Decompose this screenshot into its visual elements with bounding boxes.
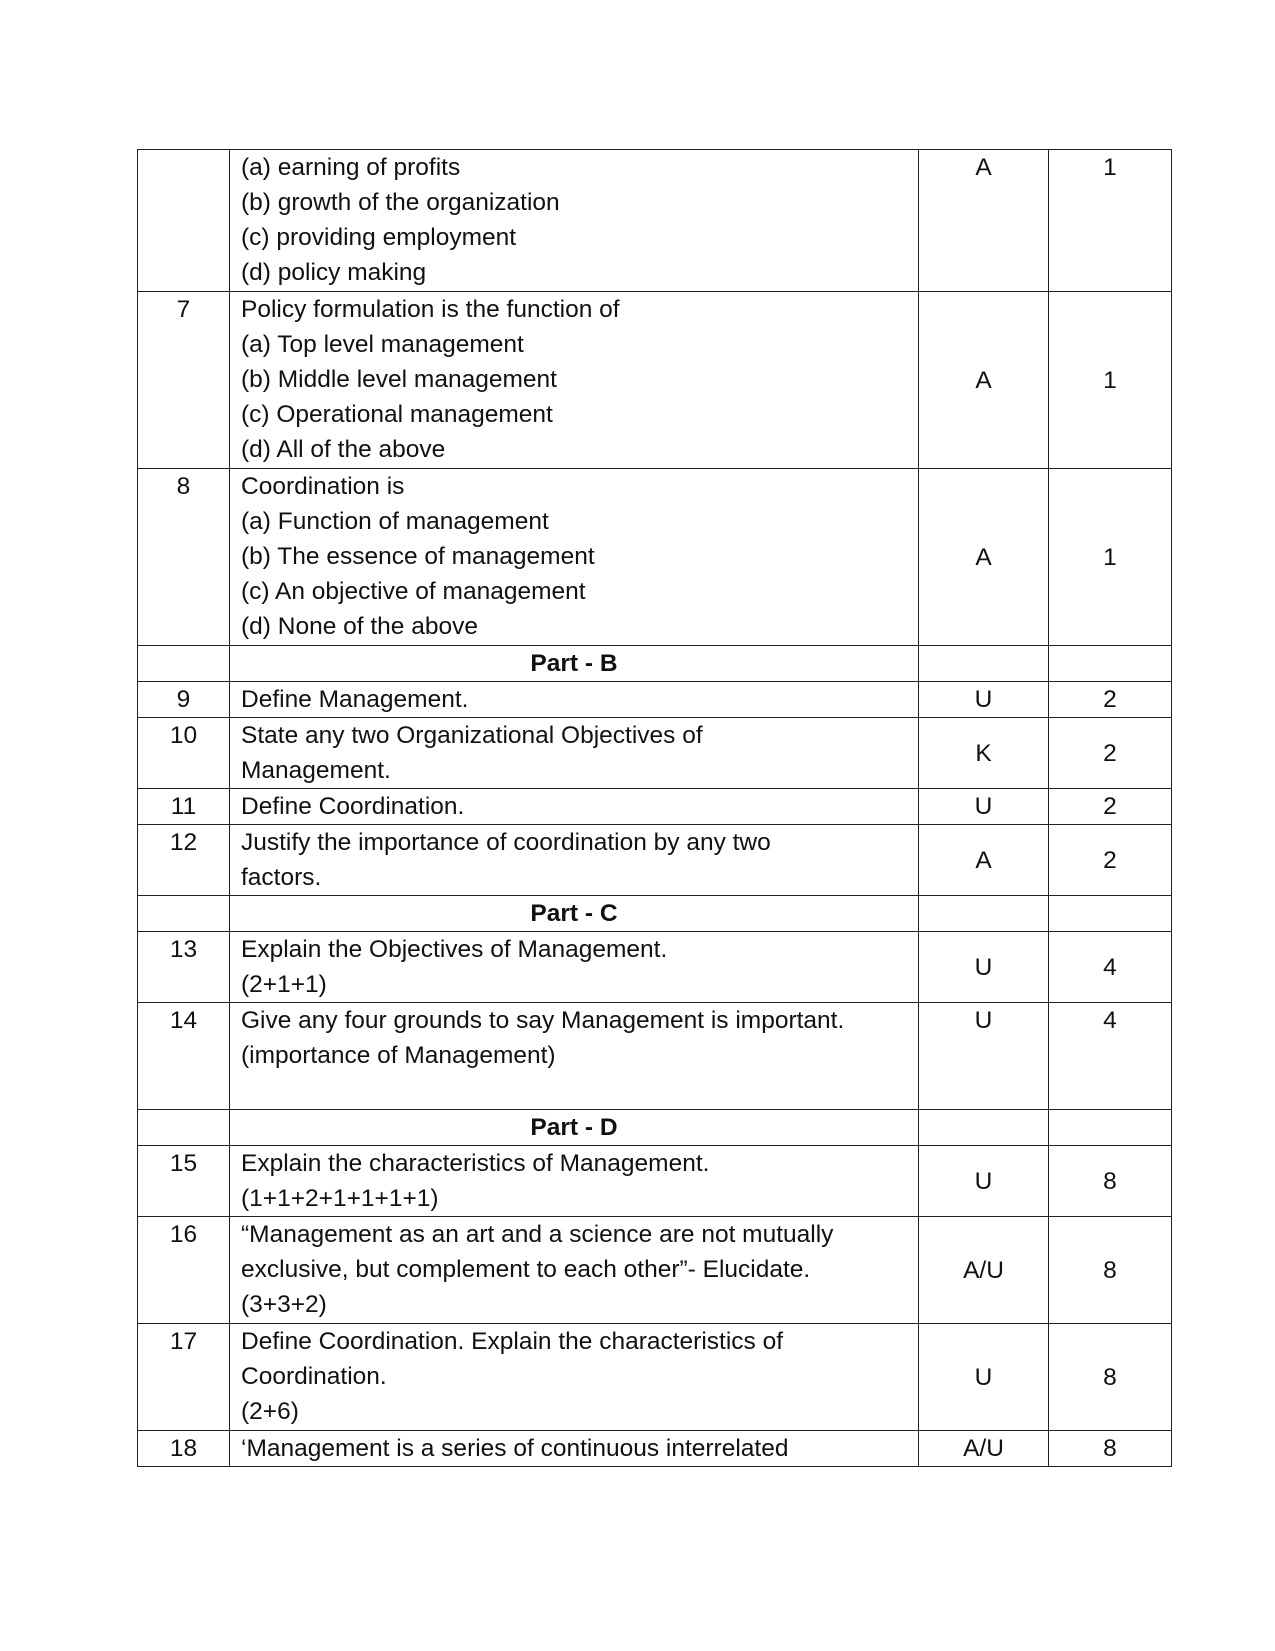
part-header-row — [138, 896, 1172, 932]
marks: 8 — [1049, 1324, 1172, 1431]
question-text — [230, 1003, 919, 1110]
question-number: 17 — [138, 1324, 230, 1431]
marks: 4 — [1049, 1003, 1172, 1110]
question-line: (a) Top level management — [241, 331, 524, 358]
question-number: 15 — [138, 1146, 230, 1217]
marks: 1 — [1049, 292, 1172, 469]
question-number: 7 — [138, 292, 230, 469]
cognitive-level: U — [919, 1146, 1049, 1217]
cognitive-level: U — [919, 932, 1049, 1003]
question-line: (d) All of the above — [241, 436, 446, 463]
cognitive-level: K — [919, 718, 1049, 789]
marks: 2 — [1049, 789, 1172, 825]
part-header-row — [138, 646, 1172, 682]
table-row — [138, 1146, 1172, 1217]
table-row — [138, 789, 1172, 825]
question-number — [138, 150, 230, 292]
table-row — [138, 1324, 1172, 1431]
cognitive-level: A/U — [919, 1431, 1049, 1467]
cognitive-level: U — [919, 789, 1049, 825]
question-table — [137, 149, 1172, 1467]
question-line: Policy formulation is the function of — [241, 296, 620, 323]
question-line: Management. — [241, 757, 391, 784]
marks: 1 — [1049, 150, 1172, 292]
cognitive-level: U — [919, 1324, 1049, 1431]
question-line: (a) Function of management — [241, 508, 549, 535]
question-text — [230, 150, 919, 292]
question-line: ‘Management is a series of continuous interrelated — [241, 1435, 789, 1462]
table-row — [138, 469, 1172, 646]
question-line: Define Coordination. — [241, 793, 465, 820]
marks: 2 — [1049, 718, 1172, 789]
question-line: Define Coordination. Explain the characteristics of — [241, 1328, 784, 1355]
question-text — [230, 1146, 919, 1217]
question-line: (a) earning of profits — [241, 154, 461, 181]
cognitive-level: A — [919, 150, 1049, 292]
marks: 2 — [1049, 682, 1172, 718]
question-line: (d) None of the above — [241, 613, 478, 640]
question-line: (c) An objective of management — [241, 578, 586, 605]
question-number: 9 — [138, 682, 230, 718]
part-header-row — [138, 1110, 1172, 1146]
cognitive-level: U — [919, 1003, 1049, 1110]
question-line: (d) policy making — [241, 259, 427, 286]
table-row — [138, 718, 1172, 789]
marks: 8 — [1049, 1146, 1172, 1217]
table-row — [138, 292, 1172, 469]
cognitive-level: U — [919, 682, 1049, 718]
question-line: Define Management. — [241, 686, 469, 713]
table-row — [138, 150, 1172, 292]
question-number: 8 — [138, 469, 230, 646]
question-text — [230, 682, 919, 718]
question-line: (2+1+1) — [241, 971, 327, 998]
marks: 8 — [1049, 1431, 1172, 1467]
question-line: Coordination is — [241, 473, 405, 500]
table-row — [138, 1431, 1172, 1467]
question-number: 13 — [138, 932, 230, 1003]
question-line: exclusive, but complement to each other”- Elucidate. — [241, 1256, 811, 1283]
question-line: (3+3+2) — [241, 1291, 327, 1318]
question-text — [230, 292, 919, 469]
question-line: (b) growth of the organization — [241, 189, 560, 216]
part-heading: Part - C — [230, 896, 919, 932]
table-row — [138, 1003, 1172, 1110]
question-line: (b) Middle level management — [241, 366, 557, 393]
question-line: (c) Operational management — [241, 401, 553, 428]
question-number: 11 — [138, 789, 230, 825]
table-row — [138, 825, 1172, 896]
question-line: Justify the importance of coordination by any two — [241, 829, 771, 856]
question-line: Explain the Objectives of Management. — [241, 936, 668, 963]
cognitive-level: A/U — [919, 1217, 1049, 1324]
marks: 1 — [1049, 469, 1172, 646]
table-row — [138, 932, 1172, 1003]
question-line: (1+1+2+1+1+1+1) — [241, 1185, 439, 1212]
question-line: Give any four grounds to say Management is important. — [241, 1007, 845, 1034]
question-line: (importance of Management) — [241, 1042, 556, 1069]
question-text — [230, 1324, 919, 1431]
marks: 2 — [1049, 825, 1172, 896]
question-text — [230, 1431, 919, 1467]
question-line: State any two Organizational Objectives of — [241, 722, 703, 749]
question-text — [230, 718, 919, 789]
cognitive-level: A — [919, 825, 1049, 896]
marks: 8 — [1049, 1217, 1172, 1324]
question-text — [230, 469, 919, 646]
question-line: (2+6) — [241, 1398, 299, 1425]
cognitive-level: A — [919, 469, 1049, 646]
question-line: Explain the characteristics of Management. — [241, 1150, 710, 1177]
part-heading: Part - D — [230, 1110, 919, 1146]
question-text — [230, 1217, 919, 1324]
question-number: 16 — [138, 1217, 230, 1324]
table-row — [138, 682, 1172, 718]
cognitive-level: A — [919, 292, 1049, 469]
question-text — [230, 932, 919, 1003]
question-line: (c) providing employment — [241, 224, 517, 251]
question-line: (b) The essence of management — [241, 543, 595, 570]
question-number: 10 — [138, 718, 230, 789]
part-heading: Part - B — [230, 646, 919, 682]
question-number: 12 — [138, 825, 230, 896]
table-row — [138, 1217, 1172, 1324]
question-number: 14 — [138, 1003, 230, 1110]
question-line: “Management as an art and a science are not mutually — [241, 1221, 834, 1248]
question-text — [230, 789, 919, 825]
question-number: 18 — [138, 1431, 230, 1467]
question-line: Coordination. — [241, 1363, 387, 1390]
marks: 4 — [1049, 932, 1172, 1003]
question-line: factors. — [241, 864, 322, 891]
question-text — [230, 825, 919, 896]
